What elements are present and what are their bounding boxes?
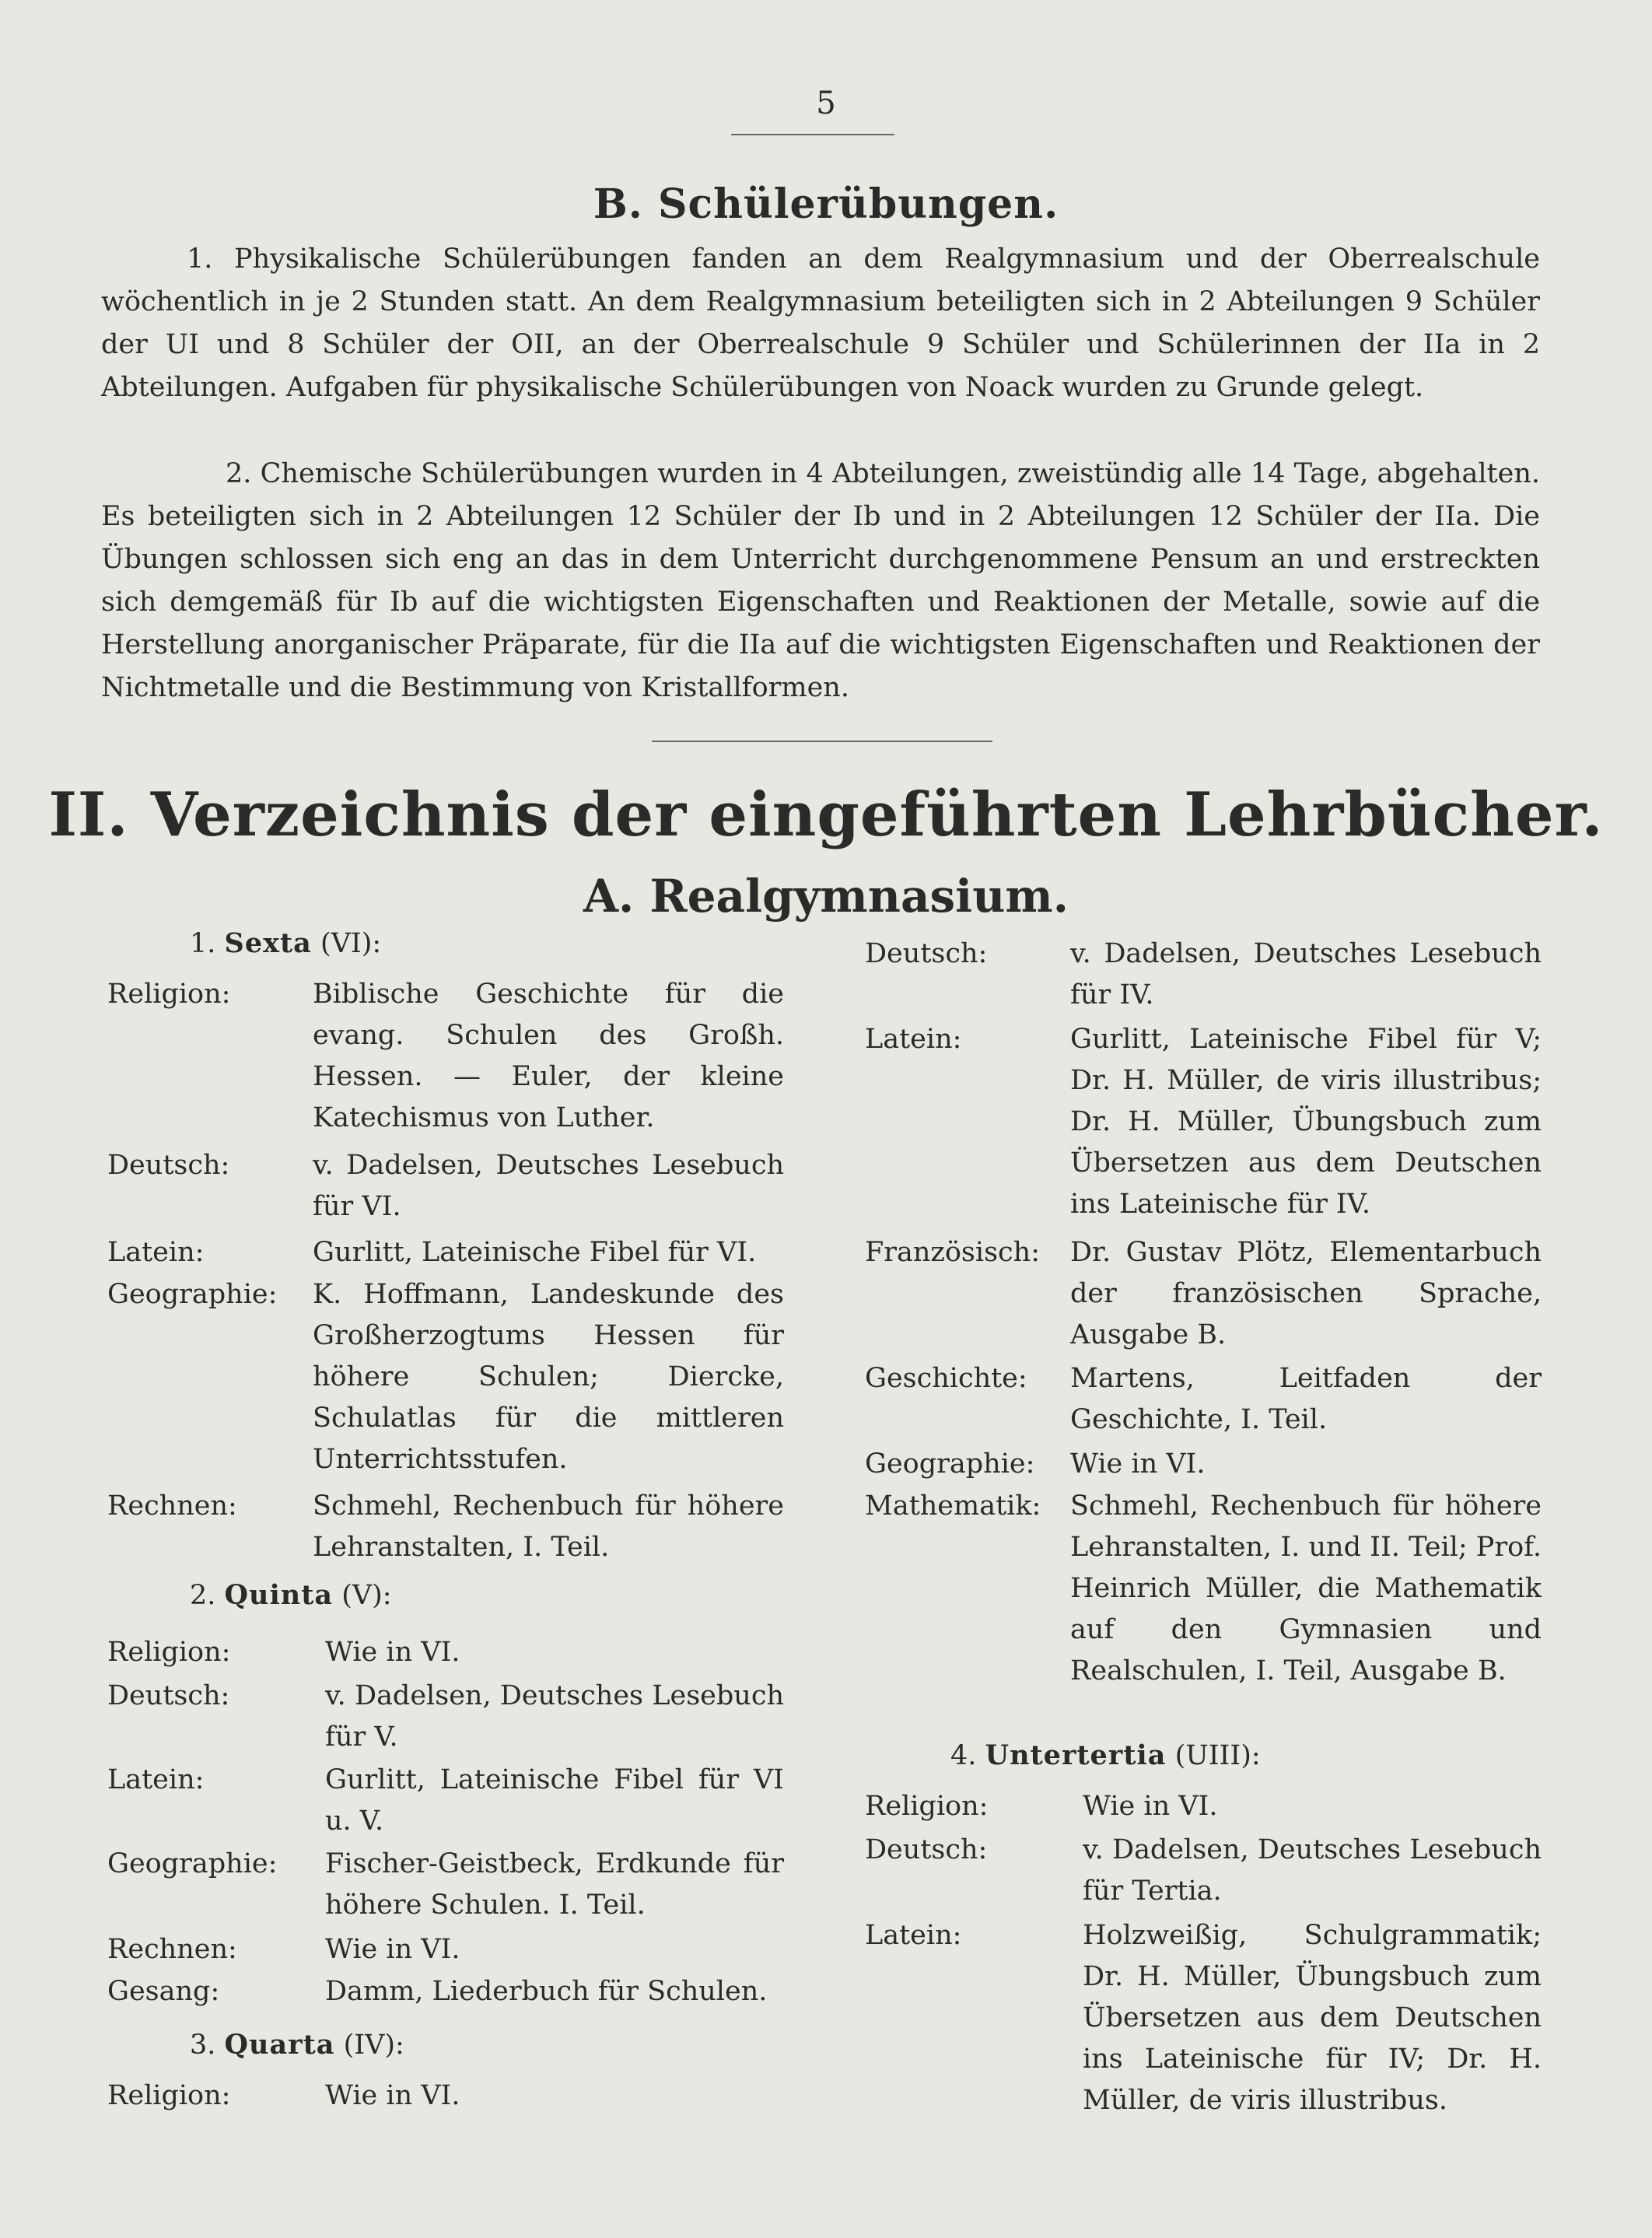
subject-label: Geographie: (107, 1279, 278, 1310)
section-b-title: B. Schülerübungen. (593, 180, 1059, 228)
textbook-text: Wie in VI. (1083, 1791, 1218, 1822)
textbook-text: Gurlitt, Lateinische Fibel für V; Dr. H. Müller, de viris illustribus; Dr. H. Müller, Übungsbuch zum Übersetzen aus dem Deutschen ins Lateinische für IV. (1070, 1024, 1542, 1220)
textbook-text: Holzweißig, Schulgrammatik; Dr. H. Müller, Übungsbuch zum Übersetzen aus dem Deutschen ins Lateinische für IV; Dr. H. Müller, de viris illustribus. (1083, 1920, 1542, 2116)
textbook-text: v. Dadelsen, Deutsches Lesebuch für VI. (313, 1150, 784, 1222)
page-number: 5 (816, 86, 836, 121)
paragraph-chemistry-exercises: 2. Chemische Schülerübungen wurden in 4 Abteilungen, zweistündig alle 14 Tage, abgehalten. Es beteiligten sich in 2 Abteilungen 12 Schüler der Ib und in 2 Abteilungen 12 Schüler der IIa. Die Übungen schlossen sich eng an das in dem Unterricht durchgenommene Pensum an und erstreckten sich demgemäß für Ib auf die wichtigsten Eigenschaften und Reaktionen der Metalle, sowie auf die Herstellung anorganischer Präparate, für die IIa auf die wichtigsten Eigenschaften und Reaktionen der Nichtmetalle und die Bestimmung von Kristallformen. (101, 458, 1540, 703)
grade-number: 1. (190, 928, 216, 959)
subject-label: Deutsch: (107, 1150, 230, 1181)
section-divider (652, 741, 992, 742)
textbook-text: Fischer-Geistbeck, Erdkunde für höhere Schulen. I. Teil. (325, 1848, 784, 1921)
grade-heading-untertertia (950, 1739, 1261, 1771)
textbook-text: Martens, Leitfaden der Geschichte, I. Teil. (1070, 1363, 1542, 1435)
textbook-text: Dr. Gustav Plötz, Elementarbuch der französischen Sprache, Ausgabe B. (1070, 1237, 1542, 1350)
subject-label: Französisch: (865, 1237, 1040, 1268)
textbook-text: K. Hoffmann, Landeskunde des Großherzogtums Hessen für höhere Schulen; Diercke, Schulatlas für die mittleren Unterrichtsstufen. (313, 1279, 784, 1475)
textbook-text: Damm, Liederbuch für Schulen. (325, 1976, 768, 2007)
grade-heading-quarta (190, 2029, 404, 2061)
subject-label: Latein: (865, 1024, 962, 1055)
textbook-text: Biblische Geschichte für die evang. Schulen des Großh. Hessen. — Euler, der kleine Katechismus von Luther. (313, 979, 784, 1133)
grade-number: 3. (190, 2030, 216, 2061)
textbooks-title: II. Verzeichnis der eingeführten Lehrbücher. (48, 779, 1604, 850)
textbook-text: Schmehl, Rechenbuch für höhere Lehranstalten, I. Teil. (313, 1490, 784, 1563)
subject-label: Religion: (107, 979, 231, 1010)
subject-label: Latein: (107, 1237, 205, 1268)
textbook-text: Wie in VI. (325, 1637, 460, 1668)
subject-label: Latein: (107, 1764, 205, 1795)
subject-label: Religion: (865, 1791, 989, 1822)
grade-code: (UIII): (1174, 1740, 1261, 1771)
subject-label: Rechnen: (107, 1934, 237, 1965)
realgymnasium-subtitle: A. Realgymnasium. (583, 870, 1069, 923)
grade-number: 4. (950, 1740, 977, 1771)
paragraph-physics-exercises: 1. Physikalische Schülerübungen fanden an dem Realgymnasium und der Oberrealschule wöchentlich in je 2 Stunden statt. An dem Realgymnasium beteiligten sich in 2 Abteilungen 9 Schüler der UI und 8 Schüler der OII, an der Oberrealschule 9 Schüler und Schülerinnen der IIa in 2 Abteilungen. Aufgaben für physikalische Schülerübungen von Noack wurden zu Grunde gelegt. (101, 243, 1540, 403)
textbook-text: v. Dadelsen, Deutsches Lesebuch für IV. (1070, 938, 1542, 1010)
grade-code: (V): (341, 1580, 392, 1611)
textbook-text: Wie in VI. (1070, 1448, 1206, 1480)
grade-name: Untertertia (985, 1739, 1167, 1771)
textbook-text: v. Dadelsen, Deutsches Lesebuch für V. (325, 1680, 784, 1753)
subject-label: Latein: (865, 1920, 962, 1951)
subject-label: Deutsch: (107, 1680, 230, 1711)
grade-number: 2. (190, 1580, 216, 1611)
subject-label: Deutsch: (865, 938, 988, 969)
textbook-text: Gurlitt, Lateinische Fibel für VI u. V. (325, 1764, 784, 1837)
subject-label: Rechnen: (107, 1490, 237, 1522)
textbook-text: Wie in VI. (325, 2080, 460, 2111)
subject-label: Religion: (107, 1637, 231, 1668)
page-number-rule (731, 134, 894, 135)
subject-label: Geschichte: (865, 1363, 1027, 1394)
grade-heading-sexta (190, 927, 381, 959)
subject-label: Religion: (107, 2080, 231, 2111)
grade-name: Sexta (224, 927, 312, 959)
grade-name: Quarta (224, 2029, 335, 2061)
textbook-text: v. Dadelsen, Deutsches Lesebuch für Tertia. (1083, 1834, 1542, 1907)
textbook-text: Wie in VI. (325, 1934, 460, 1965)
subject-label: Mathematik: (865, 1490, 1041, 1522)
textbook-text: Schmehl, Rechenbuch für höhere Lehranstalten, I. und II. Teil; Prof. Heinrich Müller, die Mathematik auf den Gymnasien und Realschulen, I. Teil, Ausgabe B. (1070, 1490, 1542, 1686)
grade-name: Quinta (224, 1579, 334, 1611)
subject-label: Geographie: (865, 1448, 1035, 1480)
subject-label: Geographie: (107, 1848, 278, 1879)
grade-heading-quinta (190, 1579, 392, 1611)
subject-label: Deutsch: (865, 1834, 988, 1865)
subject-label: Gesang: (107, 1976, 220, 2007)
textbook-text: Gurlitt, Lateinische Fibel für VI. (313, 1237, 757, 1268)
grade-code: (IV): (343, 2030, 404, 2061)
grade-code: (VI): (320, 928, 382, 959)
